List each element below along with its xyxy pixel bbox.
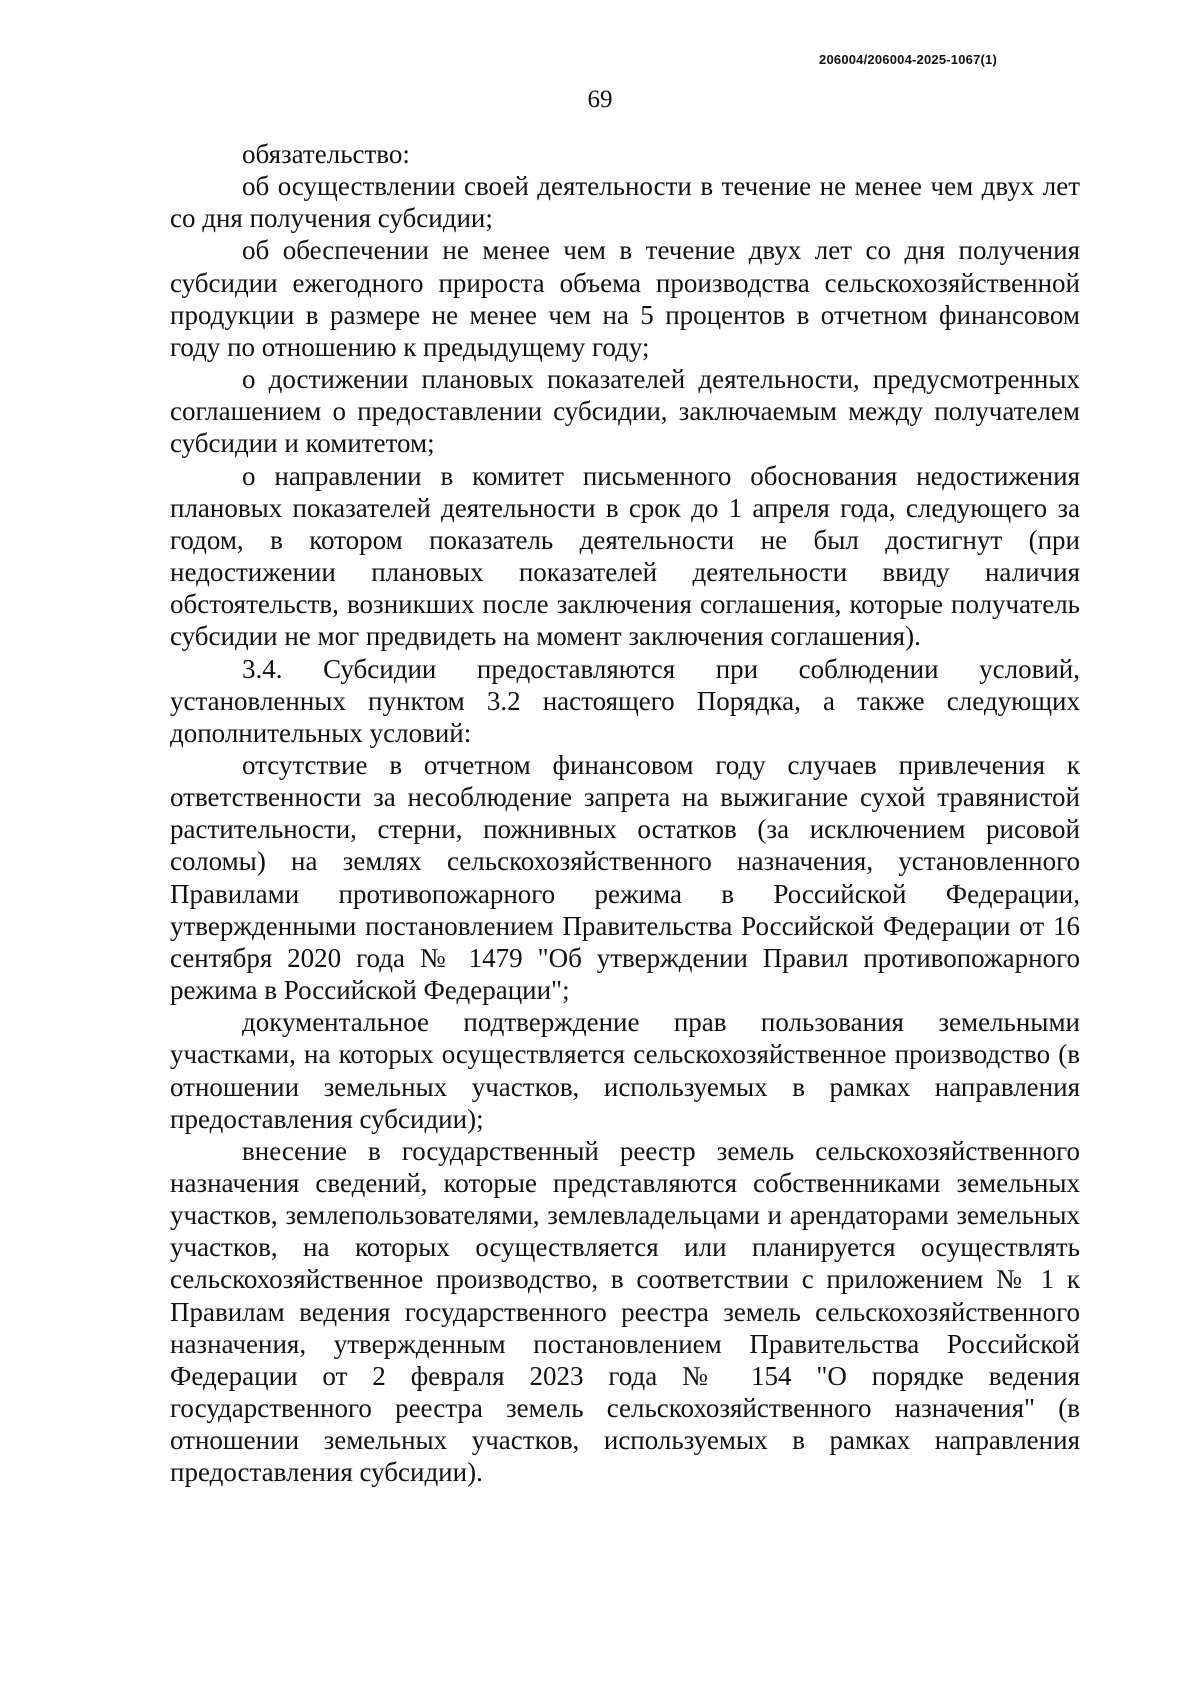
paragraph-obligation-heading: обязательство: [242,139,410,169]
paragraph-justification-report: о направлении в комитет письменного обоснования недостижения плановых показателей деятельности в срок до 1 апреля года, следующего за годом, в котором показатель деятельности не был достигнут (при недостижении плановых показателей деятельности ввиду наличия обстоятельств, возникших после заключения соглашения, которые получатель субсидии не мог предвидеть на момент заключения соглашения). [170,460,1080,652]
paragraph-production-growth: об обеспечении не менее чем в течение двух лет со дня получения субсидии ежегодного прироста объема производства сельскохозяйственной продукции в размере не менее чем на 5 процентов в отчетном финансовом году по отношению к предыдущему году; [170,235,1080,362]
document-body [170,138,1080,1489]
page-number: 69 [587,86,613,113]
paragraph-burning-ban: отсутствие в отчетном финансовом году случаев привлечения к ответственности за несоблюдение запрета на выжигание сухой травянистой растительности, стерни, пожнивных остатков (за исключением рисовой соломы) на землях сельскохозяйственного назначения, установленного Правилами противопожарного режима в Российской Федерации, утвержденными постановлением Правительства Российской Федерации от 16 сентября 2020 года № 1479 "Об утверждении Правил противопожарного режима в Российской Федерации"; [170,749,1080,1006]
paragraph-land-rights: документальное подтверждение прав пользования земельными участками, на которых осуществляется сельскохозяйственное производство (в отношении земельных участков, используемых в рамках направления предоставления субсидии); [170,1007,1080,1134]
paragraph-section-3-4: 3.4. Субсидии предоставляются при соблюдении условий, установленных пунктом 3.2 настоящего Порядка, а также следующих дополнительных условий: [170,653,1080,748]
paragraph-planned-indicators: о достижении плановых показателей деятельности, предусмотренных соглашением о предоставлении субсидии, заключаемым между получателем субсидии и комитетом; [170,364,1080,459]
paragraph-activity-two-years: об осуществлении своей деятельности в течение не менее чем двух лет со дня получения субсидии; [170,171,1080,234]
document-registration-number: 206004/206004-2025-1067(1) [819,52,997,67]
paragraph-land-registry: внесение в государственный реестр земель сельскохозяйственного назначения сведений, которые представляются собственниками земельных участков, землепользователями, землевладельцами и арендаторами земельных участков, на которых осуществляется или планируется осуществлять сельскохозяйственное производство, в соответствии с приложением № 1 к Правилам ведения государственного реестра земель сельскохозяйственного назначения, утвержденным постановлением Правительства Российской Федерации от 2 февраля 2023 года № 154 "О порядке ведения государственного реестра земель сельскохозяйственного назначения" (в отношении земельных участков, используемых в рамках направления предоставления субсидии). [170,1135,1080,1488]
